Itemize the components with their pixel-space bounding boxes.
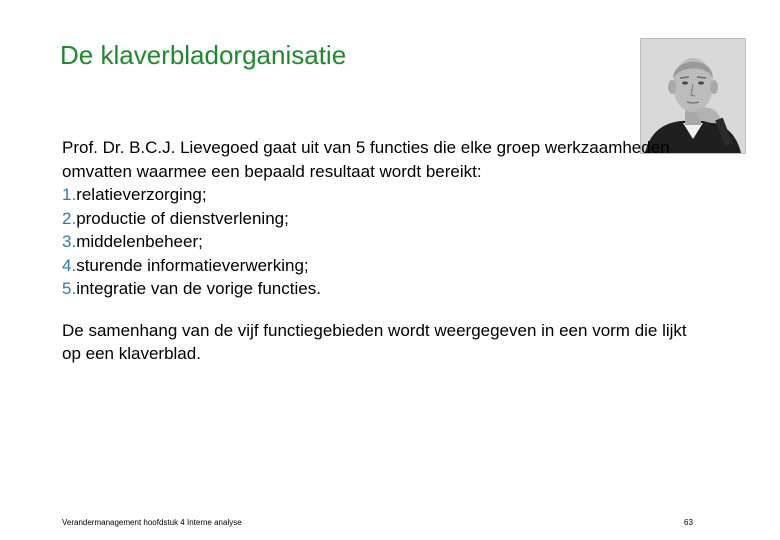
list-text: productie of dienstverlening; [76,208,289,228]
list-item [62,277,702,301]
slide-title: De klaverbladorganisatie [60,40,347,70]
list-text: sturende informatieverwerking; [76,255,309,275]
function-list [62,183,702,301]
list-text: relatieverzorging; [76,185,207,204]
page-number: 63 [684,518,693,527]
list-number: 1. [62,185,77,204]
list-number: 4. [62,255,77,275]
list-text: middelenbeheer; [76,232,203,251]
list-item [62,254,702,278]
intro-paragraph: Prof. Dr. B.C.J. Lievegoed gaat uit van 5 functies die elke groep werkzaamheden omvatten waarmee een bepaald resultaat wordt bereikt: [62,138,670,181]
list-number: 3. [62,232,77,251]
list-text: integratie van de vorige functies. [76,279,321,298]
closing-paragraph: De samenhang van de vijf functiegebieden wordt weergegeven in een vorm die lijkt op een klaverblad. [62,320,687,363]
list-item [62,230,702,254]
list-item [62,183,702,207]
list-number: 5. [62,279,77,298]
list-item [62,207,702,231]
list-number: 2. [62,208,77,228]
footer-text: Verandermanagement hoofdstuk 4 Interne analyse [62,518,242,527]
slide-body [62,136,702,366]
